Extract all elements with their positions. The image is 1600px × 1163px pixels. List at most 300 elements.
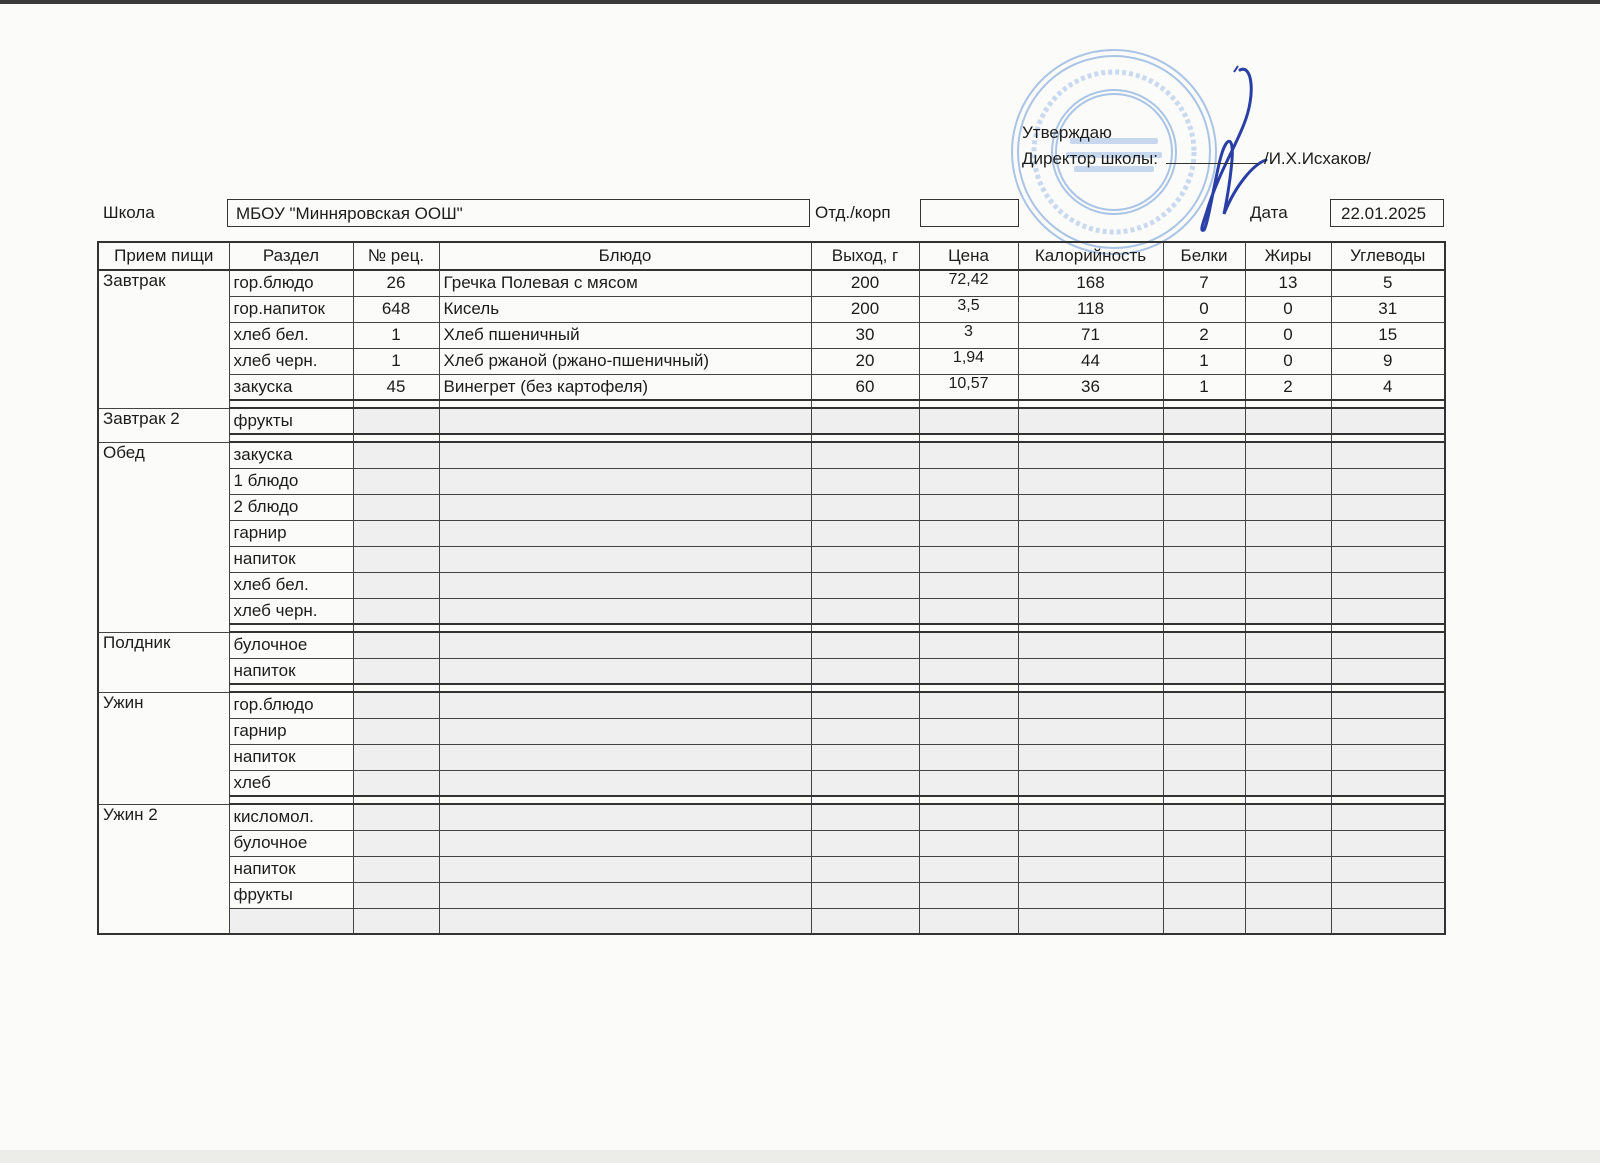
empty-cell <box>811 882 919 908</box>
protein-cell: 1 <box>1163 348 1245 374</box>
empty-cell <box>1163 632 1245 658</box>
table-row <box>98 882 1445 908</box>
separator-cell <box>1245 796 1331 804</box>
table-row <box>98 718 1445 744</box>
empty-cell <box>1163 468 1245 494</box>
empty-cell <box>1163 908 1245 934</box>
empty-cell <box>811 718 919 744</box>
weight-cell: 30 <box>811 322 919 348</box>
recipe-cell: 26 <box>353 270 439 296</box>
price-cell: 72,42 <box>919 270 1018 296</box>
section-cell: фрукты <box>229 408 353 434</box>
empty-cell <box>811 908 919 934</box>
table-row <box>98 770 1445 796</box>
empty-cell <box>919 468 1018 494</box>
empty-cell <box>811 804 919 830</box>
empty-cell <box>1245 408 1331 434</box>
table-row <box>98 572 1445 598</box>
table-row <box>98 348 1445 374</box>
empty-cell <box>353 520 439 546</box>
separator-cell <box>229 624 353 632</box>
section-cell: закуска <box>229 374 353 400</box>
section-cell: хлеб <box>229 770 353 796</box>
empty-cell <box>919 908 1018 934</box>
separator-cell <box>439 434 811 442</box>
empty-cell <box>919 882 1018 908</box>
meal-name: Обед <box>98 442 229 632</box>
col-carbs: Углеводы <box>1331 242 1445 270</box>
section-cell: хлеб бел. <box>229 322 353 348</box>
empty-cell <box>439 494 811 520</box>
empty-cell <box>1018 718 1163 744</box>
separator-cell <box>1331 684 1445 692</box>
section-cell: гор.блюдо <box>229 692 353 718</box>
empty-cell <box>439 658 811 684</box>
empty-cell <box>1018 572 1163 598</box>
price-cell: 3,5 <box>919 296 1018 322</box>
empty-cell <box>1163 882 1245 908</box>
empty-cell <box>1331 908 1445 934</box>
approval-director-line <box>1022 146 1371 172</box>
meal-name: Полдник <box>98 632 229 692</box>
separator-cell <box>1331 796 1445 804</box>
empty-cell <box>353 408 439 434</box>
empty-cell <box>1018 442 1163 468</box>
section-cell: напиток <box>229 744 353 770</box>
separator-cell <box>1245 400 1331 408</box>
empty-cell <box>1331 546 1445 572</box>
separator-cell <box>439 684 811 692</box>
separator-cell <box>919 796 1018 804</box>
table-row <box>98 632 1445 658</box>
separator-cell <box>229 434 353 442</box>
table-row <box>98 322 1445 348</box>
empty-cell <box>1018 520 1163 546</box>
col-calories: Калорийность <box>1018 242 1163 270</box>
separator-cell <box>919 400 1018 408</box>
group-separator <box>98 684 1445 692</box>
empty-cell <box>811 770 919 796</box>
section-cell: 2 блюдо <box>229 494 353 520</box>
section-cell: напиток <box>229 658 353 684</box>
empty-cell <box>1331 744 1445 770</box>
empty-cell <box>439 546 811 572</box>
table-row <box>98 658 1445 684</box>
separator-cell <box>229 684 353 692</box>
separator-cell <box>439 400 811 408</box>
table-row <box>98 442 1445 468</box>
section-cell: булочное <box>229 632 353 658</box>
table-row <box>98 598 1445 624</box>
empty-cell <box>353 494 439 520</box>
calories-cell: 71 <box>1018 322 1163 348</box>
section-cell: 1 блюдо <box>229 468 353 494</box>
table-row <box>98 374 1445 400</box>
empty-cell <box>1331 598 1445 624</box>
empty-cell <box>1163 658 1245 684</box>
empty-cell <box>1018 598 1163 624</box>
separator-cell <box>919 684 1018 692</box>
empty-cell <box>1245 804 1331 830</box>
empty-cell <box>1245 908 1331 934</box>
price-cell: 3 <box>919 322 1018 348</box>
empty-cell <box>1245 546 1331 572</box>
section-cell: гор.блюдо <box>229 270 353 296</box>
col-weight: Выход, г <box>811 242 919 270</box>
table-row <box>98 408 1445 434</box>
fat-cell: 2 <box>1245 374 1331 400</box>
empty-cell <box>1245 494 1331 520</box>
empty-cell <box>353 442 439 468</box>
separator-cell <box>1331 434 1445 442</box>
separator-cell <box>229 400 353 408</box>
col-dish: Блюдо <box>439 242 811 270</box>
director-label: Директор школы: <box>1022 149 1158 168</box>
section-cell: гарнир <box>229 520 353 546</box>
empty-cell <box>1245 718 1331 744</box>
col-meal: Прием пищи <box>98 242 229 270</box>
empty-cell <box>439 572 811 598</box>
school-label: Школа <box>103 203 155 222</box>
empty-cell <box>811 494 919 520</box>
empty-cell <box>811 632 919 658</box>
empty-cell <box>919 830 1018 856</box>
section-cell: напиток <box>229 546 353 572</box>
empty-cell <box>1331 856 1445 882</box>
empty-cell <box>1245 442 1331 468</box>
separator-cell <box>1245 624 1331 632</box>
empty-cell <box>1018 804 1163 830</box>
separator-cell <box>811 796 919 804</box>
department-label: Отд./корп <box>815 203 891 222</box>
dish-cell: Хлеб ржаной (ржано-пшеничный) <box>439 348 811 374</box>
empty-cell <box>1163 408 1245 434</box>
carbs-cell: 4 <box>1331 374 1445 400</box>
meal-name: Завтрак 2 <box>98 408 229 442</box>
empty-cell <box>811 468 919 494</box>
section-cell: фрукты <box>229 882 353 908</box>
empty-cell <box>1331 494 1445 520</box>
group-separator <box>98 624 1445 632</box>
empty-cell <box>1331 632 1445 658</box>
section-cell: булочное <box>229 830 353 856</box>
top-border <box>0 0 1600 4</box>
table-header-row <box>98 242 1445 270</box>
empty-cell <box>353 632 439 658</box>
protein-cell: 7 <box>1163 270 1245 296</box>
empty-cell <box>353 804 439 830</box>
separator-cell <box>439 796 811 804</box>
separator-cell <box>1018 684 1163 692</box>
empty-cell <box>439 804 811 830</box>
approval-title: Утверждаю <box>1022 123 1112 142</box>
empty-cell <box>1018 830 1163 856</box>
empty-cell <box>1163 598 1245 624</box>
empty-cell <box>811 546 919 572</box>
empty-cell <box>439 908 811 934</box>
meal-name: Завтрак <box>98 270 229 408</box>
group-separator <box>98 434 1445 442</box>
separator-cell <box>353 434 439 442</box>
empty-cell <box>1245 830 1331 856</box>
recipe-cell: 648 <box>353 296 439 322</box>
empty-cell <box>1245 468 1331 494</box>
empty-cell <box>1331 520 1445 546</box>
calories-cell: 44 <box>1018 348 1163 374</box>
price-cell: 10,57 <box>919 374 1018 400</box>
empty-cell <box>1245 598 1331 624</box>
empty-cell <box>353 856 439 882</box>
section-cell: хлеб черн. <box>229 598 353 624</box>
empty-cell <box>919 520 1018 546</box>
empty-cell <box>1245 572 1331 598</box>
menu-table <box>97 241 1446 935</box>
separator-cell <box>1163 796 1245 804</box>
empty-cell <box>1331 718 1445 744</box>
separator-cell <box>1245 684 1331 692</box>
empty-cell <box>1018 658 1163 684</box>
empty-cell <box>439 744 811 770</box>
separator-cell <box>1163 684 1245 692</box>
empty-cell <box>919 546 1018 572</box>
recipe-cell: 45 <box>353 374 439 400</box>
empty-cell <box>919 658 1018 684</box>
meal-name: Ужин 2 <box>98 804 229 934</box>
fat-cell: 0 <box>1245 322 1331 348</box>
empty-cell <box>811 520 919 546</box>
empty-cell <box>1245 632 1331 658</box>
separator-cell <box>1018 400 1163 408</box>
protein-cell: 0 <box>1163 296 1245 322</box>
empty-cell <box>1163 770 1245 796</box>
empty-cell <box>1018 744 1163 770</box>
fat-cell: 0 <box>1245 296 1331 322</box>
approval-block <box>1022 120 1371 172</box>
section-cell: хлеб бел. <box>229 572 353 598</box>
empty-cell <box>1018 856 1163 882</box>
carbs-cell: 15 <box>1331 322 1445 348</box>
separator-cell <box>1018 796 1163 804</box>
dish-cell: Кисель <box>439 296 811 322</box>
empty-cell <box>1018 632 1163 658</box>
table-row <box>98 494 1445 520</box>
carbs-cell: 9 <box>1331 348 1445 374</box>
separator-cell <box>1163 400 1245 408</box>
scan-edge <box>0 1150 1600 1163</box>
weight-cell: 60 <box>811 374 919 400</box>
recipe-cell: 1 <box>353 322 439 348</box>
empty-cell <box>919 770 1018 796</box>
empty-cell <box>353 882 439 908</box>
empty-cell <box>1331 692 1445 718</box>
empty-cell <box>1163 804 1245 830</box>
empty-cell <box>919 572 1018 598</box>
empty-cell <box>353 692 439 718</box>
empty-cell <box>353 744 439 770</box>
empty-cell <box>1331 770 1445 796</box>
dish-cell: Гречка Полевая с мясом <box>439 270 811 296</box>
separator-cell <box>1245 434 1331 442</box>
empty-cell <box>1331 572 1445 598</box>
empty-cell <box>919 442 1018 468</box>
empty-cell <box>919 744 1018 770</box>
empty-cell <box>353 572 439 598</box>
separator-cell <box>919 624 1018 632</box>
separator-cell <box>229 796 353 804</box>
school-name-field: МБОУ "Минняровская ООШ" <box>227 199 810 227</box>
separator-cell <box>1018 434 1163 442</box>
table-body <box>98 270 1445 934</box>
calories-cell: 168 <box>1018 270 1163 296</box>
empty-cell <box>811 744 919 770</box>
table-row <box>98 546 1445 572</box>
empty-cell <box>353 598 439 624</box>
section-cell: хлеб черн. <box>229 348 353 374</box>
date-label: Дата <box>1250 203 1288 222</box>
empty-cell <box>1163 830 1245 856</box>
separator-cell <box>1331 400 1445 408</box>
table-row <box>98 830 1445 856</box>
section-cell: гор.напиток <box>229 296 353 322</box>
empty-cell <box>919 494 1018 520</box>
empty-cell <box>811 572 919 598</box>
empty-cell <box>919 718 1018 744</box>
recipe-cell: 1 <box>353 348 439 374</box>
table-row <box>98 856 1445 882</box>
empty-cell <box>919 598 1018 624</box>
empty-cell <box>1018 770 1163 796</box>
separator-cell <box>811 624 919 632</box>
empty-cell <box>1331 468 1445 494</box>
table-row <box>98 908 1445 934</box>
empty-cell <box>811 658 919 684</box>
empty-cell <box>1163 744 1245 770</box>
price-cell: 1,94 <box>919 348 1018 374</box>
empty-cell <box>353 658 439 684</box>
separator-cell <box>811 400 919 408</box>
empty-cell <box>439 408 811 434</box>
empty-cell <box>919 804 1018 830</box>
table-row <box>98 270 1445 296</box>
separator-cell <box>1163 434 1245 442</box>
separator-cell <box>353 400 439 408</box>
table-row <box>98 744 1445 770</box>
calories-cell: 118 <box>1018 296 1163 322</box>
separator-cell <box>439 624 811 632</box>
empty-cell <box>439 468 811 494</box>
empty-cell <box>353 908 439 934</box>
empty-cell <box>1163 546 1245 572</box>
section-cell: закуска <box>229 442 353 468</box>
table-row <box>98 468 1445 494</box>
empty-cell <box>439 770 811 796</box>
empty-cell <box>919 856 1018 882</box>
empty-cell <box>1245 856 1331 882</box>
empty-cell <box>1245 744 1331 770</box>
col-protein: Белки <box>1163 242 1245 270</box>
empty-cell <box>811 692 919 718</box>
empty-cell <box>811 598 919 624</box>
weight-cell: 200 <box>811 270 919 296</box>
empty-cell <box>1163 718 1245 744</box>
calories-cell: 36 <box>1018 374 1163 400</box>
empty-cell <box>229 908 353 934</box>
fat-cell: 13 <box>1245 270 1331 296</box>
department-field <box>920 199 1019 227</box>
empty-cell <box>919 632 1018 658</box>
group-separator <box>98 400 1445 408</box>
section-cell: кисломол. <box>229 804 353 830</box>
empty-cell <box>439 442 811 468</box>
director-name: /И.Х.Исхаков/ <box>1263 149 1372 168</box>
empty-cell <box>1331 830 1445 856</box>
meal-name: Ужин <box>98 692 229 804</box>
empty-cell <box>1163 442 1245 468</box>
empty-cell <box>353 770 439 796</box>
empty-cell <box>1331 408 1445 434</box>
group-separator <box>98 796 1445 804</box>
empty-cell <box>811 830 919 856</box>
empty-cell <box>1163 692 1245 718</box>
empty-cell <box>1018 882 1163 908</box>
table-row <box>98 692 1445 718</box>
weight-cell: 200 <box>811 296 919 322</box>
empty-cell <box>439 882 811 908</box>
dish-cell: Винегрет (без картофеля) <box>439 374 811 400</box>
separator-cell <box>1163 624 1245 632</box>
empty-cell <box>811 856 919 882</box>
empty-cell <box>1163 494 1245 520</box>
empty-cell <box>1163 520 1245 546</box>
separator-cell <box>811 684 919 692</box>
separator-cell <box>353 796 439 804</box>
separator-cell <box>353 624 439 632</box>
col-section: Раздел <box>229 242 353 270</box>
empty-cell <box>1331 804 1445 830</box>
table-row <box>98 520 1445 546</box>
carbs-cell: 31 <box>1331 296 1445 322</box>
separator-cell <box>811 434 919 442</box>
protein-cell: 2 <box>1163 322 1245 348</box>
empty-cell <box>1331 442 1445 468</box>
separator-cell <box>919 434 1018 442</box>
empty-cell <box>1163 856 1245 882</box>
empty-cell <box>1245 520 1331 546</box>
empty-cell <box>1018 468 1163 494</box>
table-row <box>98 296 1445 322</box>
empty-cell <box>1163 572 1245 598</box>
empty-cell <box>919 692 1018 718</box>
col-recipe: № рец. <box>353 242 439 270</box>
separator-cell <box>1018 624 1163 632</box>
empty-cell <box>1018 494 1163 520</box>
empty-cell <box>353 546 439 572</box>
empty-cell <box>1018 546 1163 572</box>
empty-cell <box>439 718 811 744</box>
empty-cell <box>811 442 919 468</box>
protein-cell: 1 <box>1163 374 1245 400</box>
empty-cell <box>919 408 1018 434</box>
empty-cell <box>1018 908 1163 934</box>
empty-cell <box>439 830 811 856</box>
empty-cell <box>439 692 811 718</box>
empty-cell <box>811 408 919 434</box>
empty-cell <box>1245 770 1331 796</box>
empty-cell <box>439 856 811 882</box>
weight-cell: 20 <box>811 348 919 374</box>
empty-cell <box>1245 882 1331 908</box>
col-fat: Жиры <box>1245 242 1331 270</box>
